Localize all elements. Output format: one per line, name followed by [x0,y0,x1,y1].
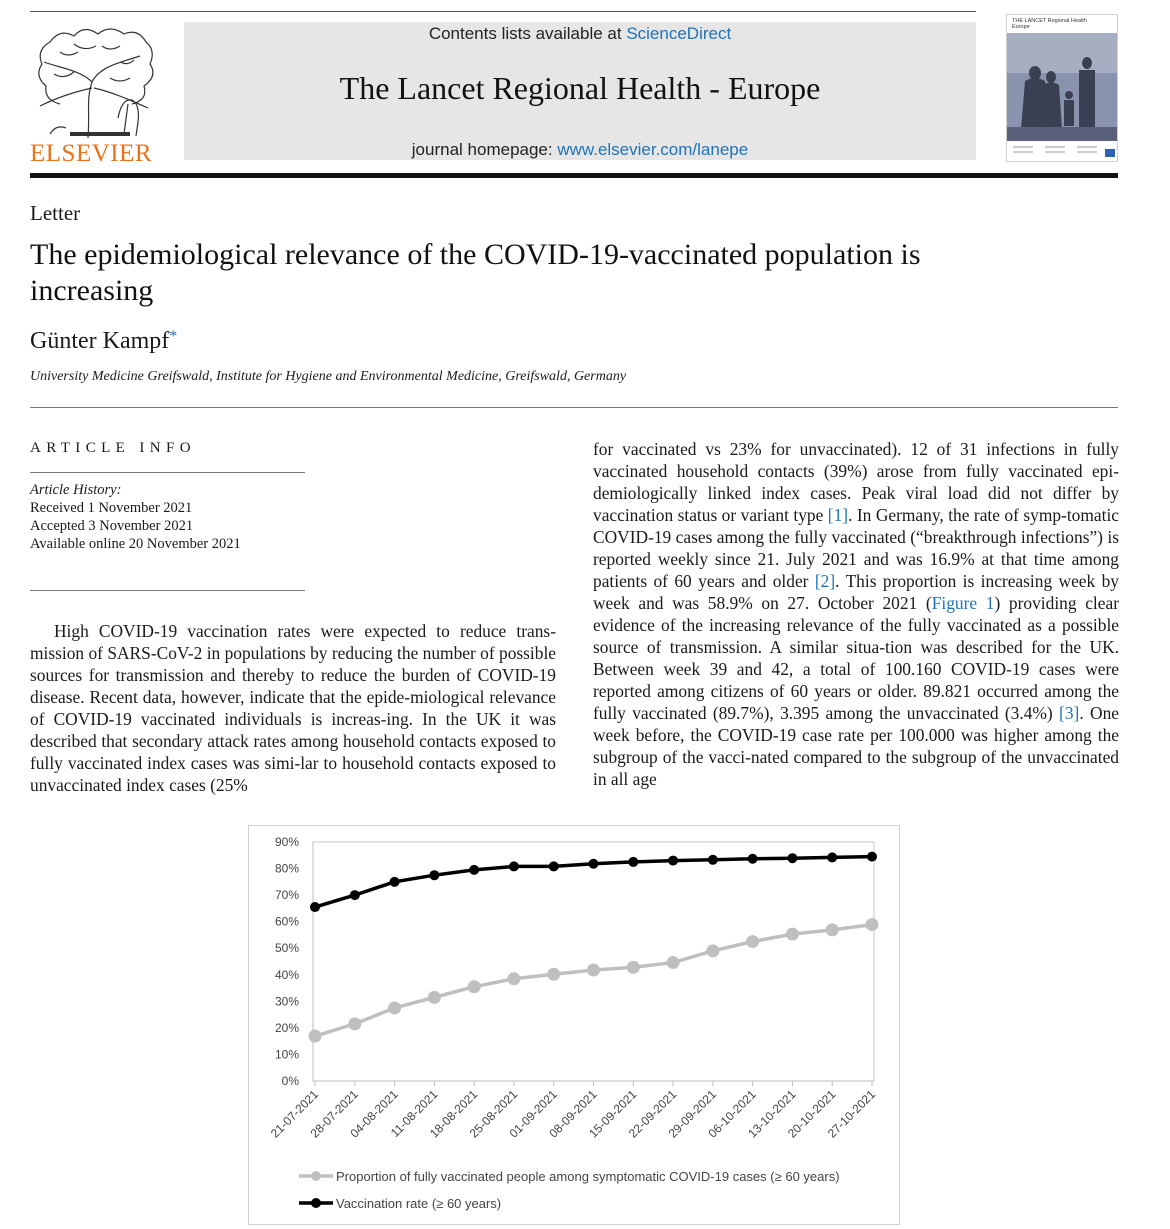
x-tick-label: 29-09-2021 [665,1087,719,1141]
body-left-column [30,620,556,796]
data-point-series-1 [746,935,759,948]
body-text: . In Germany, the rate of symp-tomatic COVID-19 cases among the fully vaccinated (“breakthrough infections”) is reported weekly since 21. July 2021 and was 16.9% at that time among patients of 60 years and older [593,505,1119,591]
data-point-series-2 [787,853,797,863]
x-tick-label: 11-08-2021 [387,1087,441,1140]
top-rule [30,11,976,12]
affiliation: University Medicine Greifswald, Institute for Hygiene and Environmental Medicine, Greifswald, Germany [30,369,627,384]
data-point-series-2 [310,902,320,912]
reference-3-link[interactable]: [3] [1059,703,1080,723]
online-date: Available online 20 November 2021 [30,536,241,552]
author-name[interactable]: Günter Kampf [30,328,170,354]
legend-swatch-marker [311,1198,321,1208]
data-point-series-1 [786,928,799,941]
article-info-rule [30,472,305,473]
data-point-series-2 [390,877,400,887]
y-tick-label: 60% [274,914,299,929]
publisher-wordmark: ELSEVIER [30,140,153,167]
data-point-series-1 [348,1017,361,1030]
contents-prefix: Contents lists available at [428,24,627,43]
data-point-series-2 [589,859,599,869]
figure-1 [248,825,900,1225]
body-text: . This proportion is increasing week by week and was 58.9% on 27. October 2021 ( [593,571,1119,613]
homepage-link[interactable]: www.elsevier.com/lanepe [557,140,749,159]
y-tick-label: 40% [274,967,299,982]
x-tick-label: 18-08-2021 [426,1087,481,1141]
data-point-series-2 [867,852,877,862]
body-paragraph-right [593,438,1119,790]
x-tick-label: 28-07-2021 [307,1087,361,1141]
cover-title: THE LANCET Regional Health [1012,18,1087,24]
line-chart [249,826,899,1224]
header-rule [30,173,1118,178]
data-point-series-2 [708,855,718,865]
x-tick-label: 20-10-2021 [785,1087,839,1141]
x-tick-label: 01-09-2021 [506,1087,560,1141]
y-tick-label: 10% [274,1047,299,1062]
author-line [30,328,177,355]
data-point-series-1 [309,1030,322,1043]
data-point-series-2 [509,861,519,871]
data-point-series-2 [628,857,638,867]
body-paragraph-left: High COVID-19 vaccination rates were expected to reduce trans-mission of SARS-CoV-2 in populations by reducing the number of possible sources for transmission and thereby to reduce the burden of COVID-19 disease. Recent data, however, indicate that the epide-miological relevance of COVID-19 vaccinated individuals is increas-ing. In the UK it was described that secondary attack rates among household contacts exposed to fully vaccinated index cases was simi-lar to household contacts exposed to unvaccinated index cases (25% [30,621,556,795]
x-tick-label: 21-07-2021 [267,1087,322,1141]
body-text: . One week before, the COVID-19 case rate per 100.000 was higher among the subgroup of the vacci-nated compared to the subgroup of the unvaccinated in all age [593,703,1119,789]
journal-title: The Lancet Regional Health - Europe [339,70,821,106]
article-title: The epidemiological relevance of the COVID-19-vaccinated population is increasing [30,238,921,307]
x-tick-label: 13-10-2021 [745,1087,799,1141]
title-rule [30,407,1118,408]
data-point-series-1 [627,961,640,974]
article-history [30,481,241,553]
legend-swatch-marker [311,1171,321,1181]
x-tick-label: 06-10-2021 [705,1087,759,1141]
homepage-line [184,140,976,160]
data-point-series-1 [428,991,441,1004]
data-point-series-1 [826,923,839,936]
x-tick-label: 27-10-2021 [824,1087,879,1141]
cover-subtitle: Europe [1012,24,1030,30]
data-point-series-2 [827,852,837,862]
y-tick-label: 30% [274,994,299,1009]
reference-2-link[interactable]: [2] [814,571,836,591]
y-tick-label: 80% [274,861,299,876]
article-info-bottom-rule [30,590,305,591]
reference-1-link[interactable]: [1] [827,505,849,525]
body-right-column [593,438,1119,790]
received-date: Received 1 November 2021 [30,500,193,516]
data-point-series-1 [706,944,719,957]
x-tick-label: 08-09-2021 [546,1087,600,1141]
x-tick-label: 04-08-2021 [347,1087,401,1141]
y-tick-label: 20% [274,1020,299,1035]
data-point-series-1 [547,968,560,981]
data-point-series-1 [587,963,600,976]
legend-label: Proportion of fully vaccinated people among symptomatic COVID-19 cases (≥ 60 years) [336,1169,840,1184]
series-line-1 [315,925,872,1037]
y-tick-label: 50% [274,941,299,956]
article-info-heading: ARTICLE INFO [30,440,196,456]
body-text: ) providing clear evidence of the increasing relevance of the fully vaccinated as a possible source of transmission. A similar situa-tion was described for the UK. Between week 39 and 42, a total of 100.160 COVID-19 cases were reported among citizens of 60 years or older. 89.821 occurred among the fully vaccinated (89.7%), 3.395 among the unvaccinated (3.4%) [593,593,1119,723]
article-type: Letter [30,201,81,225]
accepted-date: Accepted 3 November 2021 [30,518,194,534]
data-point-series-2 [429,870,439,880]
data-point-series-1 [388,1001,401,1014]
journal-cover-image [1006,14,1118,162]
data-point-series-1 [468,980,481,993]
x-tick-label: 15-09-2021 [586,1087,640,1141]
homepage-prefix: journal homepage: [411,140,558,159]
data-point-series-2 [549,861,559,871]
legend-label: Vaccination rate (≥ 60 years) [336,1196,502,1211]
data-point-series-2 [469,865,479,875]
corresponding-author-mark[interactable]: * [169,328,178,345]
data-point-series-2 [668,856,678,866]
history-label: Article History: [30,482,122,498]
contents-line [184,24,976,44]
data-point-series-1 [667,956,680,969]
data-point-series-1 [507,972,520,985]
data-point-series-1 [866,918,879,931]
x-tick-label: 25-08-2021 [466,1087,521,1141]
sciencedirect-link[interactable]: ScienceDirect [626,24,732,43]
body-text: for vaccinated vs 23% for unvaccinated). 12 of 31 infections in fully vaccinated household contacts (39%) arose from fully vaccinated epi-demiologically linked index cases. Peak viral load did not differ by vaccination status or variant type [593,439,1119,525]
y-tick-label: 90% [274,835,299,849]
figure-1-link[interactable]: Figure 1 [931,593,995,613]
y-tick-label: 70% [274,888,299,903]
x-tick-label: 22-09-2021 [625,1087,680,1141]
y-tick-label: 0% [281,1074,299,1088]
data-point-series-2 [350,890,360,900]
data-point-series-2 [748,854,758,864]
